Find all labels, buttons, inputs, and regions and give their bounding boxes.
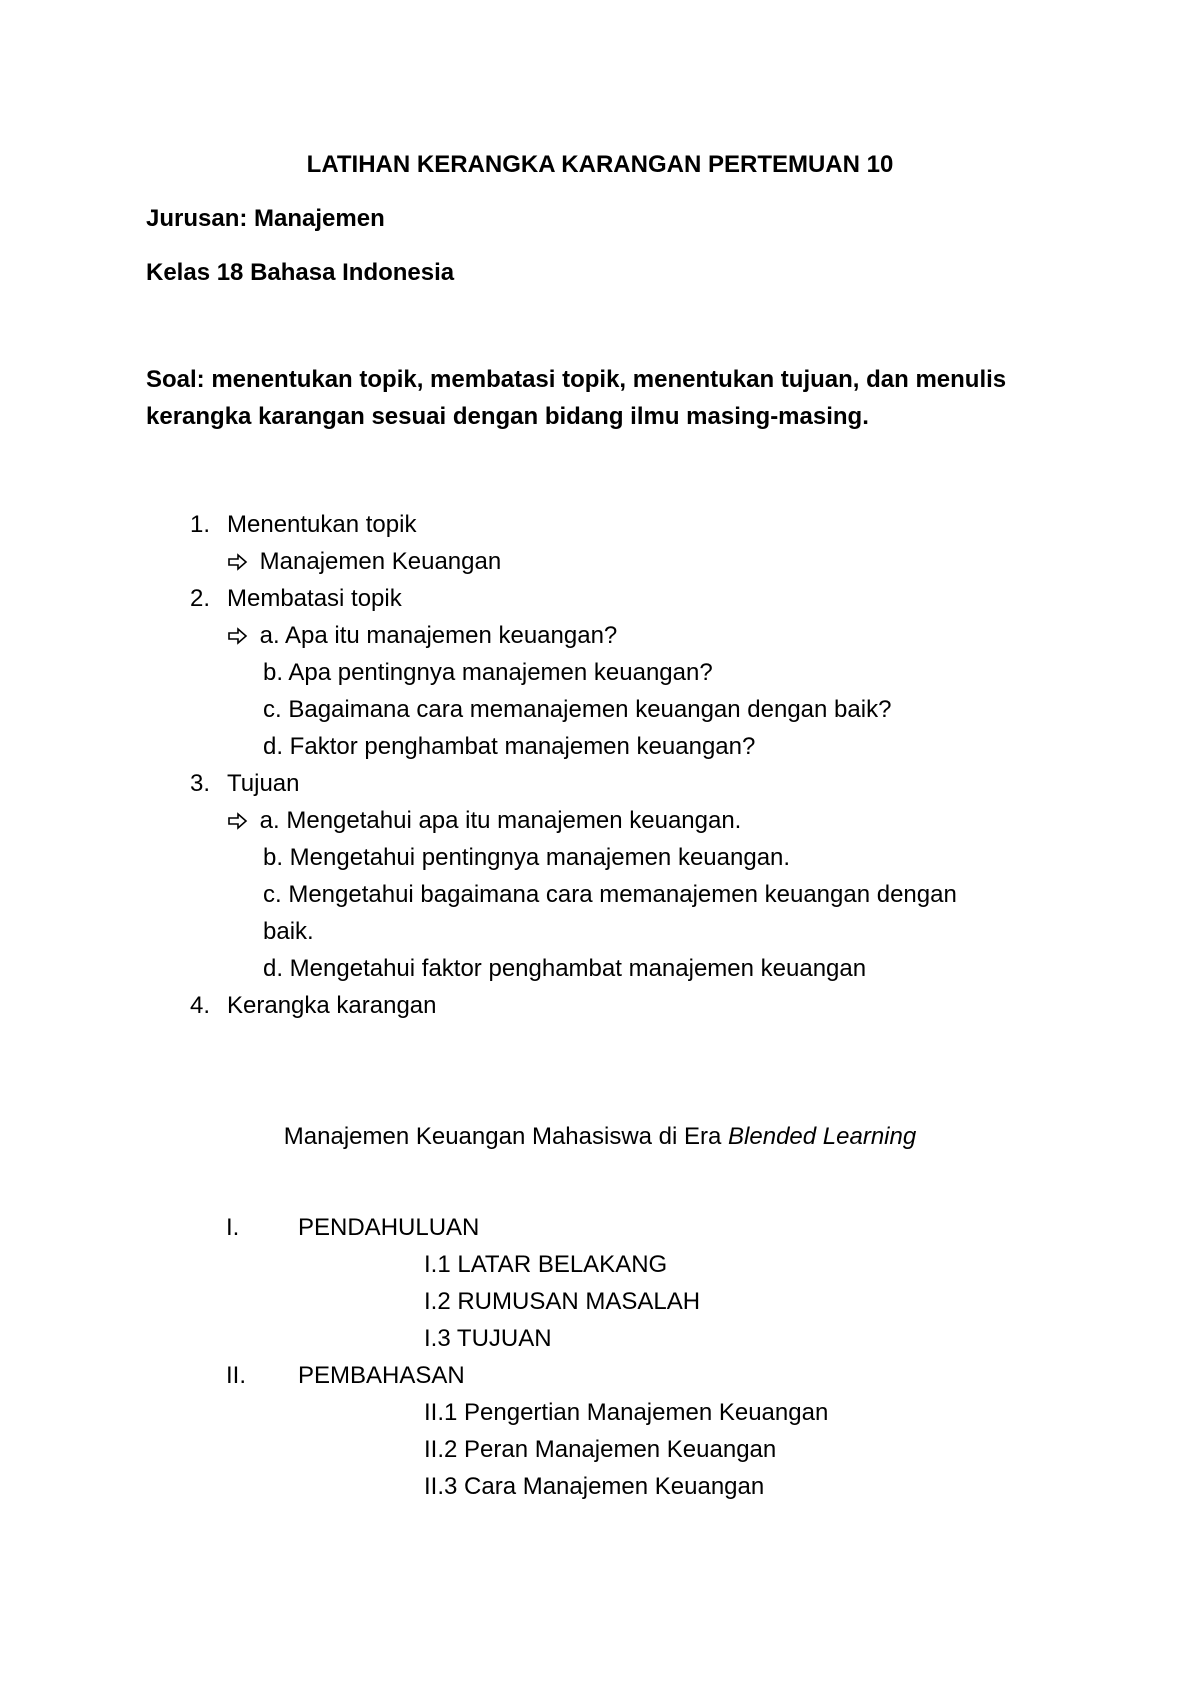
list-sub-text: d. Faktor penghambat manajemen keuangan?	[263, 733, 756, 760]
list-sub-text: b. Mengetahui pentingnya manajemen keuangan.	[263, 844, 791, 871]
outline-right-arrow-icon	[227, 627, 249, 645]
list-sub-text: a. Mengetahui apa itu manajemen keuangan.	[259, 807, 742, 834]
outline-right-arrow-icon	[227, 553, 249, 571]
list-sub-line	[227, 809, 741, 833]
subsection-item: II.1 Pengertian Manajemen Keuangan	[424, 1399, 829, 1426]
outline-title-main: Manajemen Keuangan Mahasiswa di Era	[283, 1123, 729, 1150]
subsection-item: I.3 TUJUAN	[424, 1325, 552, 1352]
section-label-1: PENDAHULUAN	[298, 1214, 480, 1241]
list-sub-text: Manajemen Keuangan	[259, 548, 502, 575]
list-sub-line	[227, 624, 617, 648]
list-number-2: 2.	[190, 585, 211, 612]
kelas-line: Kelas 18 Bahasa Indonesia	[146, 259, 455, 286]
list-number-3: 3.	[190, 770, 211, 797]
section-number-2: II.	[226, 1362, 247, 1389]
list-sub-line	[227, 550, 501, 574]
list-number-4: 4.	[190, 992, 211, 1019]
soal-line-1: Soal: menentukan topik, membatasi topik, menentukan tujuan, dan menulis	[146, 366, 1007, 393]
subsection-item: I.2 RUMUSAN MASALAH	[424, 1288, 701, 1315]
document-title: LATIHAN KERANGKA KARANGAN PERTEMUAN 10	[306, 151, 894, 178]
list-number-1: 1.	[190, 511, 211, 538]
soal-line-2: kerangka karangan sesuai dengan bidang ilmu masing-masing.	[146, 403, 869, 430]
subsection-item: I.1 LATAR BELAKANG	[424, 1251, 668, 1278]
list-label-4: Kerangka karangan	[227, 992, 437, 1019]
outline-right-arrow-icon	[227, 812, 249, 830]
outline-title	[0, 1125, 1200, 1149]
list-label-2: Membatasi topik	[227, 585, 402, 612]
list-label-3: Tujuan	[227, 770, 300, 797]
list-sub-text: b. Apa pentingnya manajemen keuangan?	[263, 659, 713, 686]
subsection-item: II.3 Cara Manajemen Keuangan	[424, 1473, 765, 1500]
jurusan-line: Jurusan: Manajemen	[146, 205, 385, 232]
list-sub-text: c. Mengetahui bagaimana cara memanajemen keuangan dengan	[263, 881, 957, 908]
list-sub-text: a. Apa itu manajemen keuangan?	[259, 622, 618, 649]
outline-title-italic: Blended Learning	[728, 1123, 917, 1150]
section-number-1: I.	[226, 1214, 240, 1241]
list-label-1: Menentukan topik	[227, 511, 417, 538]
list-sub-text: c. Bagaimana cara memanajemen keuangan dengan baik?	[263, 696, 892, 723]
list-sub-text: baik.	[263, 918, 314, 945]
subsection-item: II.2 Peran Manajemen Keuangan	[424, 1436, 777, 1463]
list-sub-text: d. Mengetahui faktor penghambat manajemen keuangan	[263, 955, 867, 982]
section-label-2: PEMBAHASAN	[298, 1362, 465, 1389]
